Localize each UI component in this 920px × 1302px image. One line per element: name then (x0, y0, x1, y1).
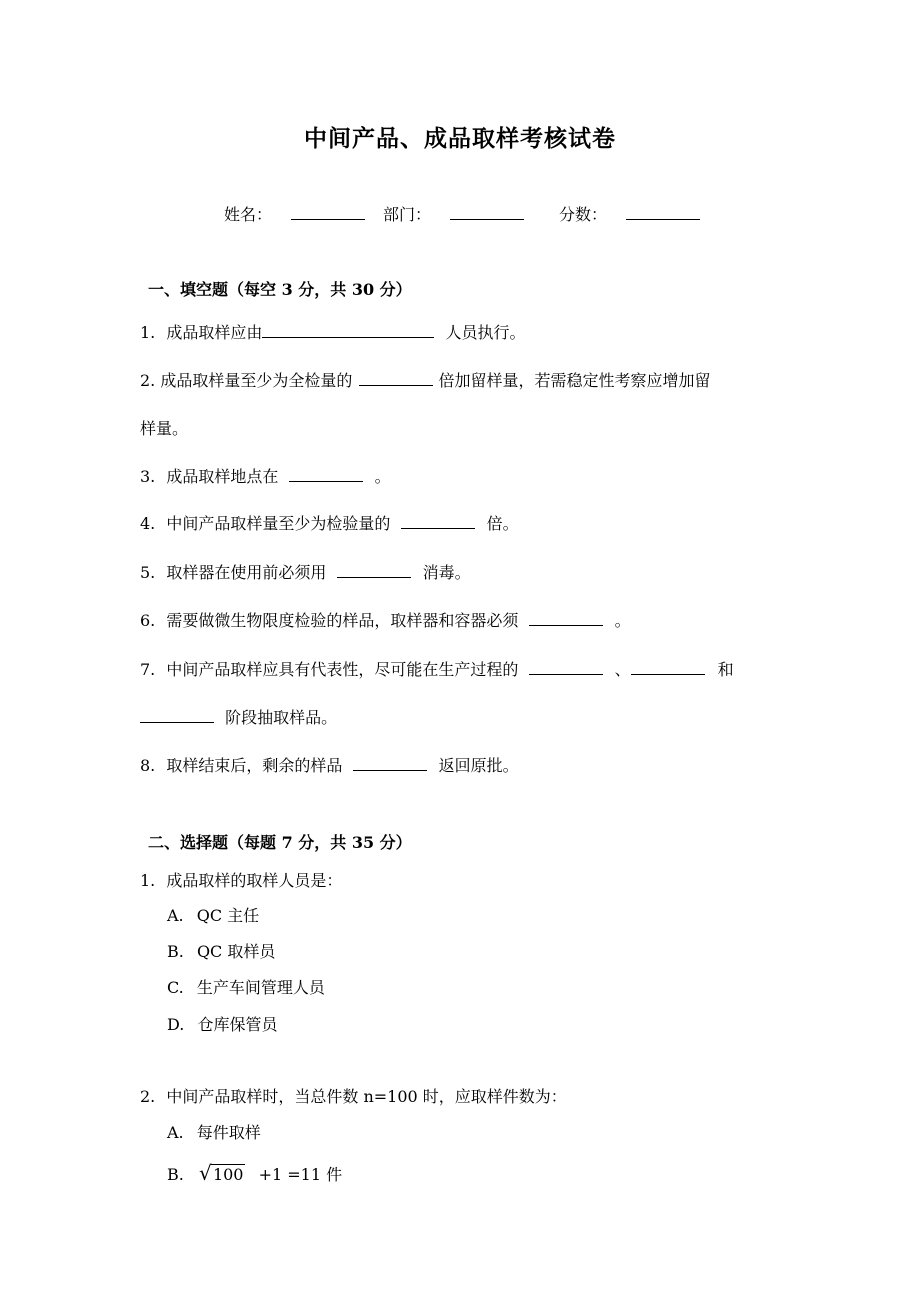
question-number: 4. (140, 514, 156, 533)
question-text: 2. 成品取样量至少为全检量的 (140, 371, 353, 390)
fill-question-7 (140, 657, 734, 680)
question-text: 需要做微生物限度检验的样品，取样器和容器必须 (166, 611, 519, 630)
question-number: 6. (140, 611, 156, 630)
question-text: 中间产品取样应具有代表性，尽可能在生产过程的 (166, 660, 519, 679)
fill-question-4 (140, 511, 519, 534)
question-text: 。 (614, 611, 631, 630)
fill-question-6 (140, 608, 631, 631)
choice-option-d[interactable] (167, 1012, 277, 1035)
question-text: 中间产品取样时，当总件数 n=100 时，应取样件数为： (166, 1087, 567, 1106)
question-text: 和 (717, 660, 734, 679)
option-text: 生产车间管理人员 (196, 978, 325, 997)
name-field-group (224, 202, 365, 225)
score-field-group (559, 202, 700, 225)
question-text: 中间产品取样量至少为检验量的 (166, 514, 391, 533)
option-text: 每件取样 (196, 1123, 261, 1142)
option-key: A. (167, 1123, 184, 1142)
fill-question-8 (140, 753, 519, 776)
question-number: 8. (140, 756, 156, 775)
answer-blank[interactable] (529, 660, 603, 675)
score-blank[interactable] (626, 205, 700, 220)
answer-blank[interactable] (359, 371, 433, 386)
answer-blank[interactable] (262, 323, 434, 338)
fill-question-3 (140, 464, 391, 487)
question-text: 。 (374, 467, 391, 486)
section-1-heading: 一、填空题（每空 3 分，共 30 分） (148, 280, 412, 299)
choice-question-2 (140, 1084, 567, 1107)
question-text: 消毒。 (422, 563, 471, 582)
question-number: 1. (140, 323, 156, 342)
section-2-heading: 二、选择题（每题 7 分，共 35 分） (148, 833, 412, 852)
page-title: 中间产品、成品取样考核试卷 (304, 125, 616, 152)
dept-blank[interactable] (450, 205, 524, 220)
question-number: 3. (140, 467, 156, 486)
question-text: 倍加留样量，若需稳定性考察应增加留 (438, 371, 711, 390)
fill-question-2-continued: 样量。 (140, 419, 189, 438)
question-text: 倍。 (486, 514, 519, 533)
question-text: 取样结束后，剩余的样品 (166, 756, 343, 775)
choice-question-1 (140, 868, 342, 891)
fill-question-2 (140, 368, 711, 391)
answer-blank[interactable] (353, 756, 427, 771)
answer-blank[interactable] (529, 611, 603, 626)
question-number: 1. (140, 871, 156, 890)
question-text: 成品取样的取样人员是： (166, 871, 343, 890)
name-label: 姓名： (224, 205, 273, 224)
answer-blank[interactable] (631, 660, 705, 675)
choice-option-a[interactable] (167, 1120, 261, 1143)
choice-option-b[interactable] (167, 939, 275, 962)
option-key: B. (167, 1165, 184, 1184)
question-text: 取样器在使用前必须用 (166, 563, 327, 582)
answer-blank[interactable] (289, 467, 363, 482)
choice-option-a[interactable] (167, 903, 259, 926)
dept-label: 部门： (383, 205, 432, 224)
answer-blank[interactable] (401, 514, 475, 529)
answer-blank[interactable] (337, 563, 411, 578)
option-text: QC 取样员 (196, 942, 276, 961)
radical-sign-icon: √ (198, 1161, 212, 1185)
fill-question-5 (140, 560, 471, 583)
question-text: 阶段抽取样品。 (225, 708, 338, 727)
option-text: 仓库保管员 (197, 1015, 278, 1034)
question-text: 成品取样应由 (166, 323, 263, 342)
score-label: 分数： (559, 205, 608, 224)
answer-blank[interactable] (140, 708, 214, 723)
choice-option-c[interactable] (167, 975, 325, 998)
separator: 、 (614, 660, 631, 679)
fill-question-1 (140, 320, 525, 343)
question-number: 5. (140, 563, 156, 582)
choice-option-b[interactable] (167, 1162, 342, 1185)
question-text: 返回原批。 (438, 756, 519, 775)
option-key: B. (167, 942, 184, 961)
question-number: 2. (140, 1087, 156, 1106)
question-text: 人员执行。 (445, 323, 526, 342)
option-key: D. (167, 1015, 185, 1034)
question-text: 成品取样地点在 (166, 467, 279, 486)
name-blank[interactable] (291, 205, 365, 220)
radicand: 100 (212, 1165, 244, 1184)
question-number: 7. (140, 660, 156, 679)
fill-question-7-continued (140, 705, 337, 728)
option-text: +1 =11 件 (258, 1165, 343, 1184)
option-text: QC 主任 (196, 906, 260, 925)
square-root-expression (198, 1161, 246, 1185)
option-key: C. (167, 978, 184, 997)
option-key: A. (167, 906, 184, 925)
dept-field-group (383, 202, 524, 225)
